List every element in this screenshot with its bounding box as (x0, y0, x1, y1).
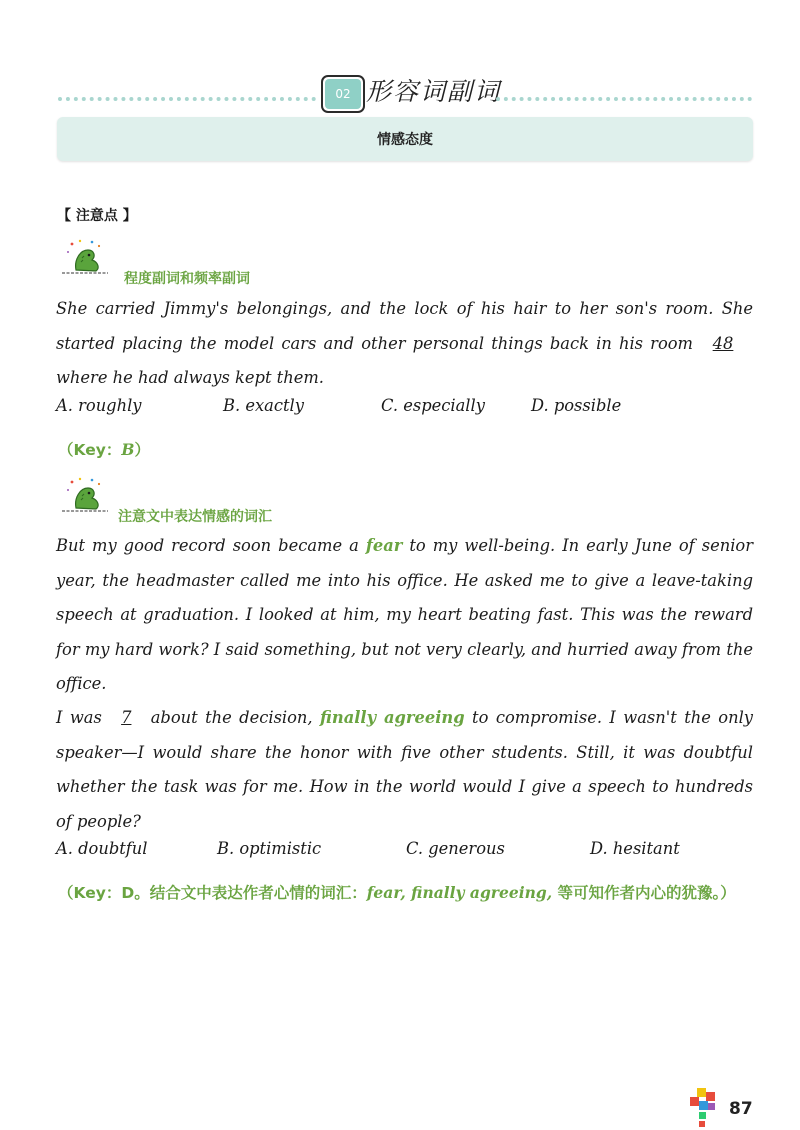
answer-blank-48: 48 (712, 333, 734, 353)
option-d: D. hesitant (590, 839, 680, 858)
section-number: 02 (325, 79, 361, 109)
option-a: A. doubtful (56, 839, 148, 858)
option-d: D. possible (531, 396, 622, 415)
dinosaur-mascot-icon (62, 238, 110, 278)
section-title: 形容词副词 (366, 77, 502, 106)
answer-blank-7: 7 (121, 708, 132, 727)
highlight-fear: fear (365, 536, 403, 555)
banner-title: 情感态度 (377, 132, 433, 148)
notes-heading: 【 注意点 】 (57, 208, 137, 224)
option-a: A. roughly (56, 396, 142, 415)
option-c: C. especially (381, 396, 485, 415)
header-dotted-line-right (496, 97, 752, 101)
header-dotted-line-left (58, 97, 316, 101)
answer-key-48: （Key：B） (58, 440, 151, 459)
passage-paragraph-1: But my good record soon became a fear to my well-being. In early June of senior year, the headmaster called me into his office. He asked me to give a leave-taking speech at graduation. I looked at him, my heart beating fast. This was the reward for my hard work? I said something, but not very clearly, and hurried away from the office. (56, 536, 753, 693)
question-48-paragraph: She carried Jimmy's belongings, and the lock of his hair to her son's room. She started placing the model cars and other personal things back in his room 48where he had always kept them. (56, 299, 753, 387)
publisher-logo-icon (690, 1088, 720, 1128)
page-number: 87 (729, 1099, 753, 1119)
subheading-degree-frequency-adverbs: 程度副词和频率副词 (124, 271, 250, 287)
highlight-finally-agreeing: finally agreeing (320, 708, 465, 727)
options-48 (56, 396, 753, 430)
section-number-badge (321, 75, 365, 113)
topic-banner (57, 117, 753, 161)
options-7 (56, 839, 753, 873)
option-b: B. optimistic (217, 839, 322, 858)
dinosaur-mascot-icon (62, 476, 110, 516)
question-7-paragraph: I was 7 about the decision, finally agreeing to compromise. I wasn't the only speaker—I would share the honor with five other students. Still, it was doubtful whether the task was for me. How in the world would I give a speech to hundreds of people? (56, 701, 753, 839)
option-b: B. exactly (223, 396, 304, 415)
answer-key-7: （Key：D。结合文中表达作者心情的词汇：fear, finally agreeing, 等可知作者内心的犹豫。） (58, 883, 736, 902)
subheading-emotion-words: 注意文中表达情感的词汇 (118, 509, 272, 525)
option-c: C. generous (406, 839, 505, 858)
